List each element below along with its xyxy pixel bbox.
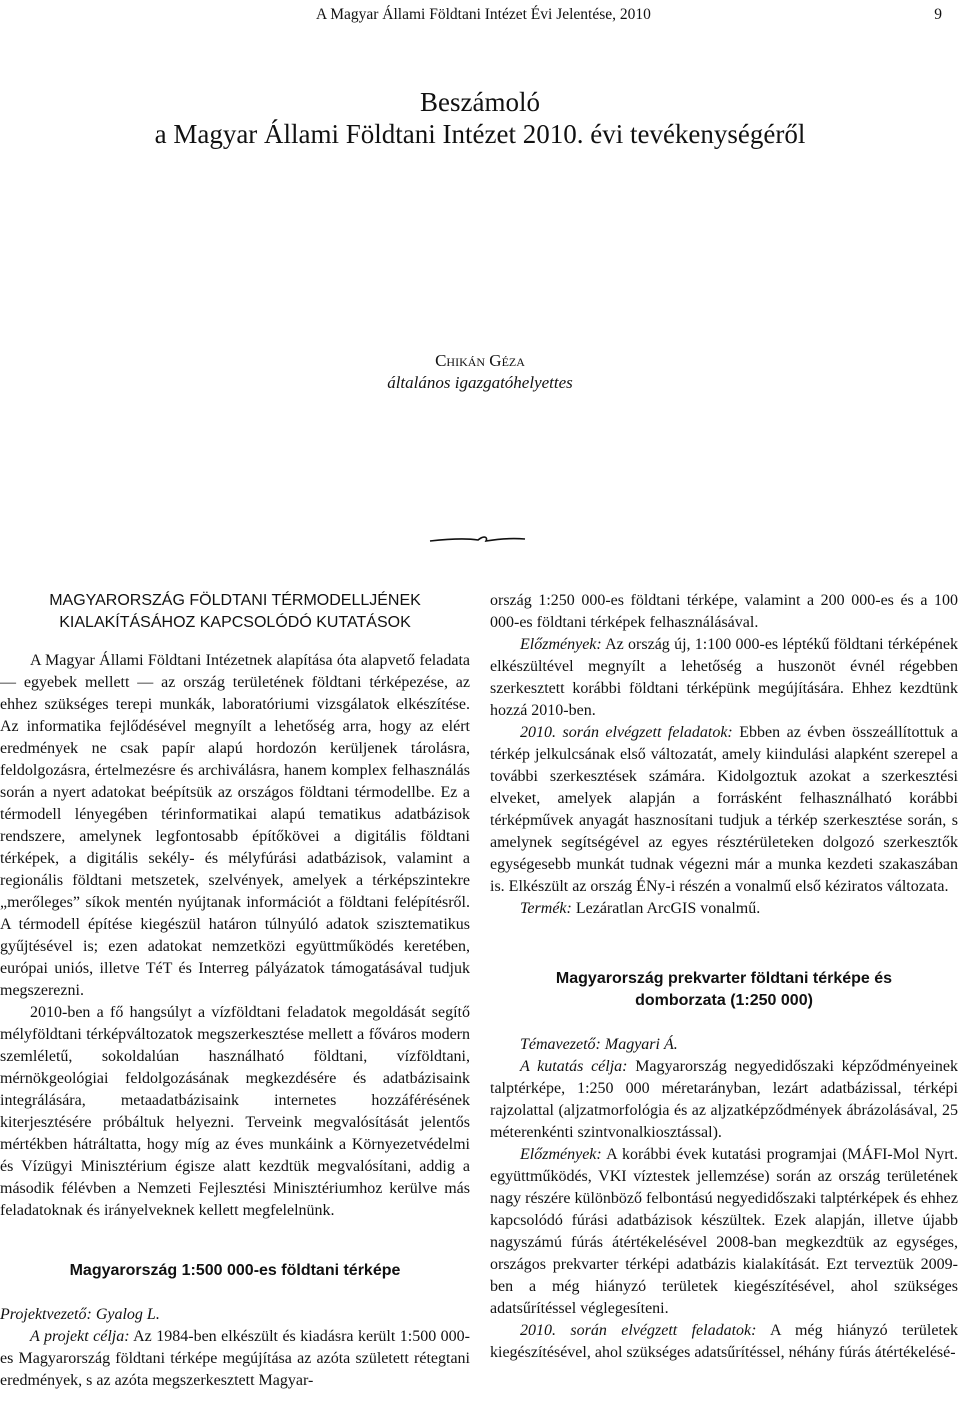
antecedents-text: Az ország új, 1:100 000-es léptékű földtani térképének elkészültével megnyílt a lehetőség a huszonöt évnél régebben szerkesztett korábbi földtani térképünk megújítására. Ehhez kezdtünk hozzá 2010-ben. bbox=[490, 636, 958, 719]
subsection-heading-prequaternary bbox=[490, 968, 958, 1012]
paragraph-2010: 2010-ben a fő hangsúlyt a vízföldtani feladatok megoldását segítő mélyföldtani térképváltozatok megszerkesztése mellett a főváros modern szemléletű, sokoldalúan használható földtani, vízföldtani, mérnökgeológiai feldolgozásának megkezdésére és adatbázisaink integrálására, metaadatbázisaink internetes hozzáférésének kiterjesztésére próbáltuk helyezni. Terveink megvalósítását jelentős mértékben hátráltatta, hogy míg az éves munkáink a Környezetvédelmi és Vízügyi Minisztérium égisze alatt kezdtük megvalósítani, addig a második félévben a Nemzeti Fejlesztési Minisztériumhoz kerülve más feladatoknak és irányelveknek kellett megfelelnünk. bbox=[0, 1004, 470, 1219]
section-heading-line-2: KIALAKÍTÁSÁHOZ KAPCSOLÓDÓ KUTATÁSOK bbox=[59, 614, 411, 631]
product bbox=[490, 898, 958, 920]
author-name: Chikán Géza bbox=[435, 351, 525, 370]
antecedents-2-label: Előzmények: bbox=[520, 1146, 602, 1163]
antecedents-label: Előzmények: bbox=[520, 636, 602, 653]
title-line-1: Beszámoló bbox=[420, 87, 540, 117]
author-block bbox=[0, 350, 960, 394]
project-lead-value: Gyalog L. bbox=[95, 1306, 160, 1323]
right-column bbox=[490, 590, 958, 1364]
project-goal-text: Az 1984-ben elkészült és kiadásra került 1:500 000-es Magyarország földtani térképe megújítása az azóta született rétegtani eredmények, s az azóta megszerkesztett Magyar- bbox=[0, 1328, 470, 1389]
project-lead bbox=[0, 1304, 470, 1326]
tasks-2010 bbox=[490, 722, 958, 898]
research-goal-text: Magyarország negyedidőszaki képződményeinek talptérképe, 1:250 000 méretarányban, lezárt adatbázissal, térképi rajzolattal (aljzatmorfológia és az aljzatképződmények ábrázolásával, 25 méterenkénti szintvonalkiosztással). bbox=[490, 1058, 958, 1141]
document-title bbox=[0, 86, 960, 150]
tasks-2010-label: 2010. során elvégzett feladatok: bbox=[520, 724, 733, 741]
tasks-2010-b bbox=[490, 1320, 958, 1364]
subsection-heading-line-2: domborzata (1:250 000) bbox=[635, 992, 813, 1009]
left-column bbox=[0, 590, 470, 1392]
paragraph-continued: ország 1:250 000-es földtani térképe, valamint a 200 000-es és a 100 000-es földtani térképek felhasználásával. bbox=[490, 592, 958, 631]
subsection-heading-500k: Magyarország 1:500 000-es földtani térképe bbox=[69, 1262, 401, 1279]
section-heading-line-1: MAGYARORSZÁG FÖLDTANI TÉRMODELLJÉNEK bbox=[49, 592, 421, 609]
tasks-2010-text: Ebben az évben összeállítottuk a térkép jelkulcsának első változatát, amely kiindulási alapként szerepel a további szerkesztések számára. Kidolgoztuk azokat a szerkesztési elveket, amelyek alapján a forrásként felhasználható korábbi térképművek anyagát hasznosítani tudjuk a térkép szerkesztése során, s amelynek segítségével az egyes résztérületeken dolgozó szerkesztők egységesebb munkát tudnak végezni már a munka kezdeti szakaszában is. Elkészült az ország ÉNy-i részén a vonalmű első kéziratos változata. bbox=[490, 724, 959, 895]
section-heading bbox=[0, 590, 470, 634]
product-label: Termék: bbox=[520, 900, 572, 917]
antecedents-2-text: A korábbi évek kutatási programjai (MÁFI-Mol Nyrt. együttműködés, VKI víztestek jellemzése) során az ország területének nagy részére különböző felbontású negyedidőszaki talptérképek és ehhez kapcsolódó fúrási adatbázisok készültek. Ezek alapján, illetve újabb nagyszámú fúrás átértékelésével 2008-ban megkezdtük az egységes, országos prekvarter térképi adatbázis kialakítását. Ezt terveztük 2009-ben a még hiányzó területek kiegészítésével, ahol szükséges adatsűrítéssel véglegesíteni. bbox=[490, 1146, 958, 1317]
product-text: Lezáratlan ArcGIS vonalmű. bbox=[575, 900, 761, 917]
running-title: A Magyar Állami Földtani Intézet Évi Jelentése, 2010 bbox=[316, 6, 651, 23]
title-line-2: a Magyar Állami Földtani Intézet 2010. évi tevékenységéről bbox=[154, 119, 806, 149]
tasks-2010-b-text: A még hiányzó területek kiegészítésével, ahol szükséges adatsűrítéssel, néhány fúrás átértékelésé- bbox=[490, 1322, 958, 1361]
project-goal bbox=[0, 1326, 470, 1392]
theme-lead-label: Témavezető: bbox=[520, 1036, 601, 1053]
project-goal-label: A projekt célja: bbox=[30, 1328, 130, 1345]
antecedents bbox=[490, 634, 958, 722]
theme-lead-value: Magyari Á. bbox=[604, 1036, 678, 1053]
research-goal bbox=[490, 1056, 958, 1144]
subsection-heading-line-1: Magyarország prekvarter földtani térképe és bbox=[555, 970, 893, 987]
divider-flourish-icon bbox=[428, 530, 528, 546]
research-goal-label: A kutatás célja: bbox=[520, 1058, 628, 1075]
project-lead-label: Projektvezető: bbox=[0, 1306, 92, 1323]
page-number: 9 bbox=[934, 6, 942, 23]
paragraph-intro: A Magyar Állami Földtani Intézetnek alapítása óta alapvető feladata — egyebek mellett — az ország területének földtani térképezése, az ehhez szükséges terepi munkák, laboratóriumi vizsgálatok elkészítése. Az informatika fejlődésével megnyílt a lehetőség arra, hogy az elért eredmények ne csak papír alapú hordozón kerüljenek tárolásra, feldolgozásra, értelmezésre és archiválásra, hanem komplex felhasználás során a nyert adatokat beépítsük az országos földtani térmodellbe. Ez a térmodell lényegében térinformatikai alapú tematikus adatbázisok rendszere, amelynek legfontosabb építőkövei a digitális földtani térképek, a digitális sekély- és mélyfúrási adatbázisok, valamint a regionális földtani metszetek, szelvények, amelyek a térképszintekre „merőleges” síkok mentén nyújtanak információt a földtani felépítésről. A térmodell építése kiegészül határon túlnyúló adatok szisztematikus gyűjtésével is; ezen adatokat nemzetközi együttműködés keretében, európai uniós, illetve TéT és Interreg pályázatok támogatásával tudjuk megszerezni. bbox=[0, 652, 470, 999]
theme-lead bbox=[490, 1034, 958, 1056]
author-role: általános igazgatóhelyettes bbox=[387, 373, 573, 392]
antecedents-2 bbox=[490, 1144, 958, 1320]
tasks-2010-b-label: 2010. során elvégzett feladatok: bbox=[520, 1322, 757, 1339]
